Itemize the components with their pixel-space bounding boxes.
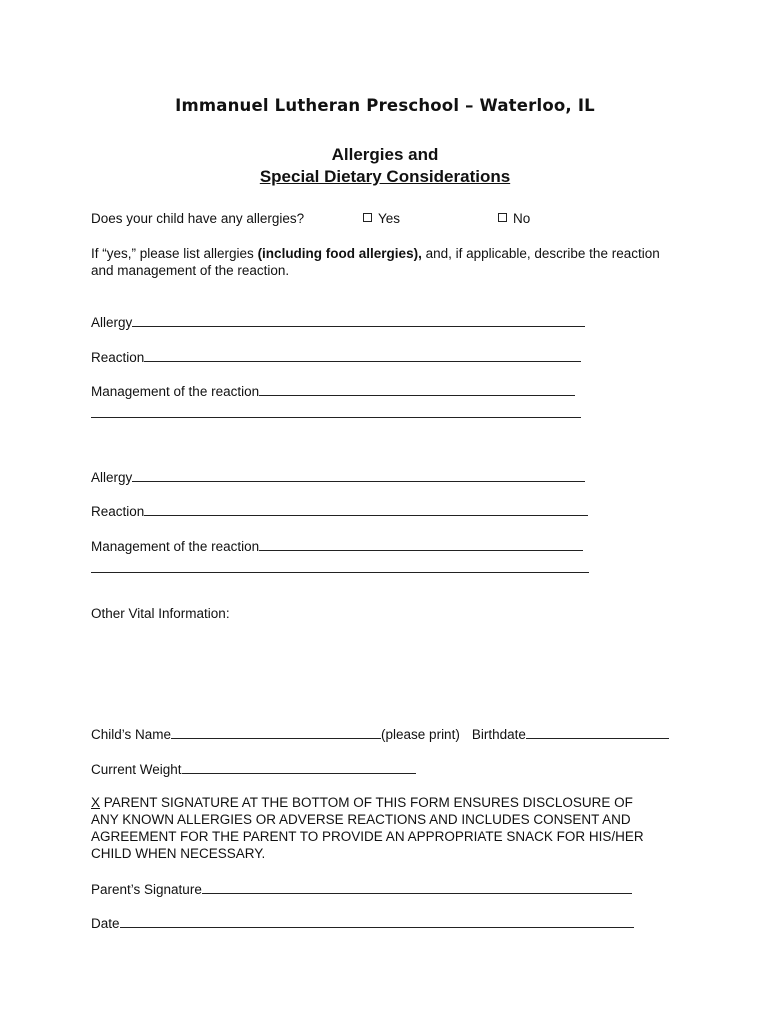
- allergy-label: Allergy: [91, 315, 133, 330]
- birthdate-input[interactable]: [526, 725, 669, 739]
- weight-label: Current Weight: [91, 762, 182, 777]
- management-label: Management of the reaction: [91, 384, 260, 399]
- management-input-2[interactable]: [259, 537, 583, 551]
- weight-input[interactable]: [182, 760, 416, 774]
- allergy-label: Allergy: [91, 470, 133, 485]
- management-label: Management of the reaction: [91, 539, 260, 554]
- disclosure-mark: X: [91, 795, 101, 810]
- parent-signature-field: [91, 880, 632, 898]
- please-print-note: (please print): [381, 727, 460, 742]
- disclosure-statement: [91, 794, 651, 862]
- child-name-label: Child’s Name: [91, 727, 172, 742]
- weight-field: [91, 760, 416, 778]
- disclosure-text: PARENT SIGNATURE AT THE BOTTOM OF THIS FORM ENSURES DISCLOSURE OF ANY KNOWN ALLERGIES OR ADVERSE REACTIONS AND INCLUDES CONSENT AND AGREEMENT FOR THE PARENT TO PROVIDE AN APPROPRIATE SNACK FOR HIS/HER CHILD WHEN NECESSARY.: [91, 795, 644, 861]
- no-option[interactable]: [498, 210, 530, 227]
- allergy-input-2[interactable]: [132, 468, 585, 482]
- form-title-line1: Allergies and: [331, 145, 439, 164]
- reaction-field-2: [91, 502, 588, 520]
- allergy-field-2: [91, 468, 585, 486]
- child-name-input[interactable]: [171, 725, 381, 739]
- parent-signature-label: Parent’s Signature: [91, 882, 202, 897]
- allergy-field-1: [91, 313, 585, 331]
- yes-label: Yes: [378, 211, 401, 226]
- date-label: Date: [91, 916, 120, 931]
- management-input-1[interactable]: [259, 382, 575, 396]
- child-name-field: [91, 725, 669, 743]
- reaction-input-2[interactable]: [144, 502, 588, 516]
- reaction-input-1[interactable]: [144, 348, 581, 362]
- date-input[interactable]: [120, 914, 634, 928]
- no-label: No: [513, 211, 531, 226]
- date-field: [91, 914, 634, 932]
- school-name: Immanuel Lutheran Preschool – Waterloo, IL: [175, 96, 595, 115]
- instructions-bold: (including food allergies),: [257, 246, 422, 261]
- management-extra-line-2[interactable]: [91, 572, 589, 573]
- instructions-text-2: and, if applicable, describe the reaction and management of the reaction.: [91, 246, 660, 278]
- management-extra-line-1[interactable]: [91, 417, 581, 418]
- reaction-label: Reaction: [91, 350, 145, 365]
- parent-signature-input[interactable]: [202, 880, 632, 894]
- management-field-2: [91, 537, 583, 555]
- reaction-field-1: [91, 348, 581, 366]
- allergy-input-1[interactable]: [132, 313, 585, 327]
- yes-checkbox[interactable]: [363, 213, 372, 222]
- form-title-line2: Special Dietary Considerations: [259, 167, 511, 186]
- no-checkbox[interactable]: [498, 213, 507, 222]
- reaction-label: Reaction: [91, 504, 145, 519]
- birthdate-label: Birthdate: [471, 727, 526, 742]
- other-vital-info-label: Other Vital Information:: [91, 606, 230, 621]
- allergy-question: Does your child have any allergies?: [91, 211, 305, 226]
- instructions-text-1: If “yes,” please list allergies: [91, 246, 258, 261]
- management-field-1: [91, 382, 575, 400]
- instructions: [91, 245, 681, 279]
- yes-option[interactable]: [363, 210, 400, 227]
